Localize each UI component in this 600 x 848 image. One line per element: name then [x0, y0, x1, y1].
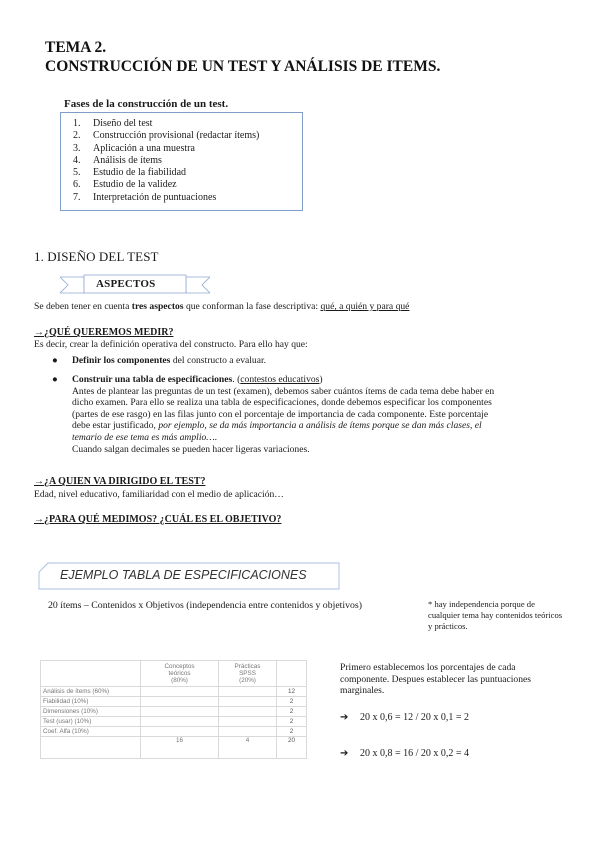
header-line: SPSS [239, 670, 256, 677]
example-label: EJEMPLO TABLA DE ESPECIFICACIONES [60, 568, 307, 582]
phase-label: Construcción provisional (redactar ítems) [93, 130, 260, 142]
phase-item [73, 130, 296, 142]
row-label: Fiabilidad (10%) [41, 697, 141, 707]
table-cell [219, 727, 277, 737]
bullet-dot: ● [52, 355, 58, 366]
question-why: →¿PARA QUÉ MEDIMOS? ¿CUÁL ES EL OBJETIVO? [34, 514, 282, 525]
spec-line-italic: por ejemplo, se da más importancia a análisis de ítems porque se dan más clases, el [158, 420, 482, 432]
phase-label: Aplicación a una muestra [93, 142, 195, 154]
table-cell [141, 727, 219, 737]
phase-item [73, 179, 296, 191]
phase-label: Análisis de ítems [93, 154, 162, 166]
example-explanation [340, 662, 570, 697]
phase-item [73, 118, 296, 130]
explanation-line: componente. Despues establecer las puntuaciones [340, 673, 532, 685]
phase-number: 2. [73, 130, 81, 142]
phase-item [73, 192, 296, 204]
example-banner [38, 562, 340, 590]
phase-number: 4. [73, 154, 81, 166]
phase-label: Interpretación de puntuaciones [93, 191, 217, 203]
calculation-1 [340, 712, 469, 723]
explanation-line: marginales. [340, 685, 385, 697]
bullet-bold: Construir una tabla de especificaciones [72, 374, 233, 385]
phase-item [73, 167, 296, 179]
calculation-text: 20 x 0,8 = 16 / 20 x 0,2 = 4 [360, 748, 470, 759]
phase-label: Estudio de la fiabilidad [93, 167, 187, 179]
intro-paragraph [34, 301, 409, 313]
question-what-text: Es decir, crear la definición operativa del constructo. Para ello hay que: [34, 339, 308, 350]
example-subtitle: 20 ítems – Contenidos x Objetivos (independencia entre contenidos y objetivos) [48, 600, 362, 611]
bullet-underlined: contestos educativos [240, 374, 320, 385]
question-who-text: Edad, nivel educativo, familiaridad con el medio de aplicación… [34, 489, 284, 500]
page-title [45, 38, 440, 76]
calculation-2 [340, 748, 469, 759]
table-cell [141, 687, 219, 697]
question-who: →¿A QUIEN VA DIRIGIDO EL TEST? [34, 476, 206, 487]
table-header-theory [141, 661, 219, 687]
table-cell [219, 687, 277, 697]
specification-table [40, 660, 307, 759]
phase-number: 7. [73, 191, 81, 203]
phase-number: 6. [73, 179, 81, 191]
table-cell [141, 707, 219, 717]
title-line-2: CONSTRUCCIÓN DE UN TEST Y ANÁLISIS DE ITEMS. [45, 58, 441, 75]
table-cell [141, 697, 219, 707]
bullet-specifications [72, 374, 567, 455]
bullet-bold: Definir los componentes [72, 355, 171, 366]
table-row [41, 707, 307, 717]
total-theory: 16 [141, 737, 219, 759]
table-cell [219, 707, 277, 717]
phase-number: 5. [73, 167, 81, 179]
total-overall: 20 [277, 737, 307, 759]
table-cell [219, 717, 277, 727]
table-totals-row [41, 737, 307, 759]
bullet-components [72, 355, 567, 367]
table-row [41, 717, 307, 727]
phases-list [60, 112, 303, 211]
phase-item [73, 143, 296, 155]
table-header-practice [219, 661, 277, 687]
table-row [41, 727, 307, 737]
header-line: (20%) [239, 677, 256, 684]
table-cell [219, 697, 277, 707]
phase-label: Diseño del test [93, 118, 153, 129]
header-line: Prácticas [234, 663, 261, 670]
row-label: Test (usar) (10%) [41, 717, 141, 727]
row-total: 2 [277, 707, 307, 717]
table-cell [41, 737, 141, 759]
bullet-dot: ● [52, 374, 58, 385]
phase-label: Estudio de la validez [93, 179, 177, 191]
intro-text-2: que conforman la fase descriptiva: [183, 301, 321, 312]
phase-number: 3. [73, 142, 81, 154]
spec-line: Cuando salgan decimales se pueden hacer ligeras variaciones. [72, 443, 310, 455]
table-cell [141, 717, 219, 727]
banner-label: ASPECTOS [96, 278, 156, 290]
spec-line: (partes de ese rasgo) en las filas junto con el porcentaje de importancia de cada componente. Este porcentaje [72, 408, 489, 420]
title-line-1: TEMA 2. [45, 39, 107, 56]
header-line: (80%) [171, 677, 188, 684]
row-total: 12 [277, 687, 307, 697]
arrow-right-icon: ➔ [340, 748, 349, 759]
row-label: Coef. Alfa (10%) [41, 727, 141, 737]
header-line: Conceptos [164, 663, 195, 670]
row-total: 2 [277, 697, 307, 707]
spec-line: debe estar justificado, [72, 420, 159, 432]
row-label: Análisis de ítems (60%) [41, 687, 141, 697]
explanation-line: Primero establecemos los porcentajes de cada [340, 662, 516, 673]
phases-heading: Fases de la construcción de un test. [64, 98, 229, 110]
spec-line: dicho examen. Para ello se realiza una tabla de especificaciones, donde debemos especificar los componentes [72, 397, 492, 409]
bullet-text: del constructo a evaluar. [170, 355, 267, 366]
table-row [41, 687, 307, 697]
table-header-total [277, 661, 307, 687]
bullet-separator: . ( [232, 374, 241, 385]
row-total: 2 [277, 717, 307, 727]
phase-number: 1. [73, 118, 81, 129]
intro-text: Se deben tener en cuenta [34, 301, 132, 312]
row-total: 2 [277, 727, 307, 737]
total-practice: 4 [219, 737, 277, 759]
bullet-close: ) [319, 374, 323, 385]
header-line: teóricos [168, 670, 191, 677]
arrow-right-icon: ➔ [340, 712, 349, 723]
spec-line: Antes de plantear las preguntas de un test (examen), debemos saber cuántos ítems de cada tema debe haber en [72, 385, 495, 397]
section-heading: 1. DISEÑO DEL TEST [34, 249, 159, 264]
intro-bold: tres aspectos [131, 301, 184, 312]
aspectos-banner [60, 274, 210, 296]
spec-line-italic: temario de ese tema es más amplio…. [72, 431, 218, 443]
calculation-text: 20 x 0,6 = 12 / 20 x 0,1 = 2 [360, 712, 470, 723]
table-corner [41, 661, 141, 687]
table-row [41, 697, 307, 707]
intro-underlined: qué, a quién y para qué [320, 301, 410, 312]
example-note: * hay independencia porque de cualquier tema hay contenidos teóricos y prácticos. [428, 599, 563, 632]
question-what: →¿QUÉ QUEREMOS MEDIR? [34, 327, 174, 338]
row-label: Dimensiones (10%) [41, 707, 141, 717]
phase-item [73, 155, 296, 167]
